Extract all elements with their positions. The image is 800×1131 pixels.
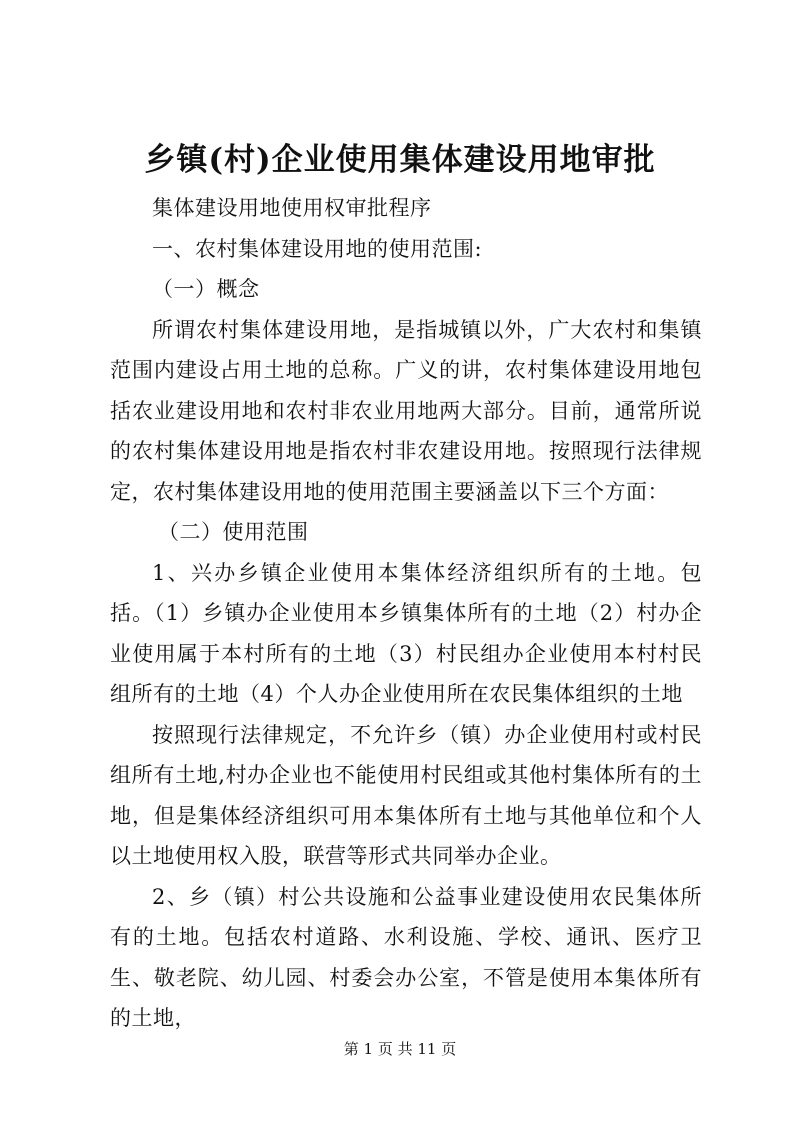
- paragraph-scope-heading: （二）使用范围: [158, 520, 309, 544]
- page-number-footer: 第 1 页 共 11 页: [343, 1040, 457, 1058]
- paragraph-concept-heading: （一）概念: [152, 277, 260, 301]
- paragraph-item-one: 1、兴办乡镇企业使用本集体经济组织所有的土地。包括。（1）乡镇办企业使用本乡镇集体所有的土地（2）村办企业使用属于本村所有的土地（3）村民组办企业使用本村村民组所有的土地（4）个人办企业使用所在农民集体组织的土地: [110, 560, 702, 706]
- document-title: 乡镇(村)企业使用集体建设用地审批: [144, 142, 656, 178]
- paragraph-concept-body: 所谓农村集体建设用地，是指城镇以外，广大农村和集镇范围内建设占用土地的总称。广义的讲，农村集体建设用地包括农业建设用地和农村非农业用地两大部分。目前，通常所说的农村集体建设用地是指农村非农建设用地。按照现行法律规定，农村集体建设用地的使用范围主要涵盖以下三个方面：: [110, 317, 702, 504]
- paragraph-item-two: 2、乡（镇）村公共设施和公益事业建设使用农民集体所有的土地。包括农村道路、水利设施、学校、通讯、医疗卫生、敬老院、幼儿园、村委会办公室，不管是使用本集体所有的土地，: [110, 884, 702, 1030]
- document-body: [110, 188, 702, 1039]
- paragraph-section-one-heading: 一、农村集体建设用地的使用范围:: [152, 236, 483, 261]
- paragraph-legal-rule: 按照现行法律规定，不允许乡（镇）办企业使用村或村民组所有土地,村办企业也不能使用村民组或其他村集体所有的土地，但是集体经济组织可用本集体所有土地与其他单位和个人以土地使用权入股，联营等形式共同举办企业。: [110, 722, 702, 868]
- paragraph-procedure-heading: 集体建设用地使用权审批程序: [152, 196, 432, 220]
